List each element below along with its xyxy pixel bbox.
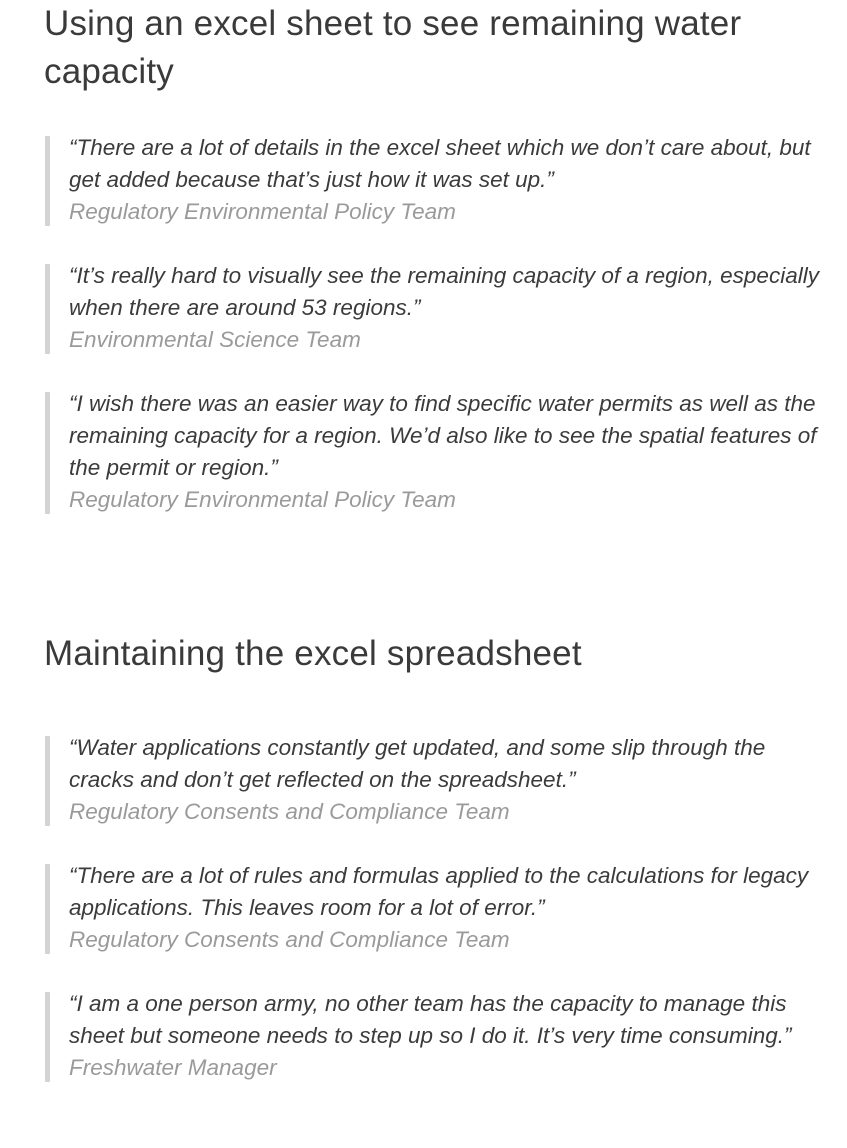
quote-text: “I wish there was an easier way to find specific water permits as well as the remaining capacity for a region. We’d also like to see the spatial features of the permit or region.” — [69, 391, 817, 480]
quote-source: Regulatory Environmental Policy Team — [69, 199, 456, 224]
quote-block — [44, 988, 834, 1084]
quote-source: Environmental Science Team — [69, 327, 361, 352]
section-remaining-water-capacity — [44, 0, 834, 548]
quote-block — [44, 732, 834, 828]
quote-text: “It’s really hard to visually see the remaining capacity of a region, especially when there are around 53 regions.” — [69, 263, 819, 320]
quote-text: “I am a one person army, no other team has the capacity to manage this sheet but someone needs to step up so I do it. It’s very time consuming.” — [69, 991, 792, 1048]
quote-text: “There are a lot of details in the excel sheet which we don’t care about, but get added because that’s just how it was set up.” — [69, 135, 811, 192]
quote-text: “Water applications constantly get updated, and some slip through the cracks and don’t get reflected on the spreadsheet.” — [69, 735, 766, 792]
quote-list — [44, 132, 834, 516]
quote-block — [44, 388, 834, 516]
section-maintaining-spreadsheet — [44, 630, 834, 1116]
quote-list — [44, 732, 834, 1084]
quote-block — [44, 860, 834, 956]
quote-source: Regulatory Environmental Policy Team — [69, 487, 456, 512]
section-title: Using an excel sheet to see remaining water capacity — [44, 4, 742, 91]
quote-block — [44, 132, 834, 228]
quote-text: “There are a lot of rules and formulas applied to the calculations for legacy applications. This leaves room for a lot of error.” — [69, 863, 809, 920]
quote-source: Regulatory Consents and Compliance Team — [69, 927, 510, 952]
quote-source: Regulatory Consents and Compliance Team — [69, 799, 510, 824]
quote-source: Freshwater Manager — [69, 1055, 277, 1080]
section-title: Maintaining the excel spreadsheet — [44, 634, 582, 673]
quote-block — [44, 260, 834, 356]
